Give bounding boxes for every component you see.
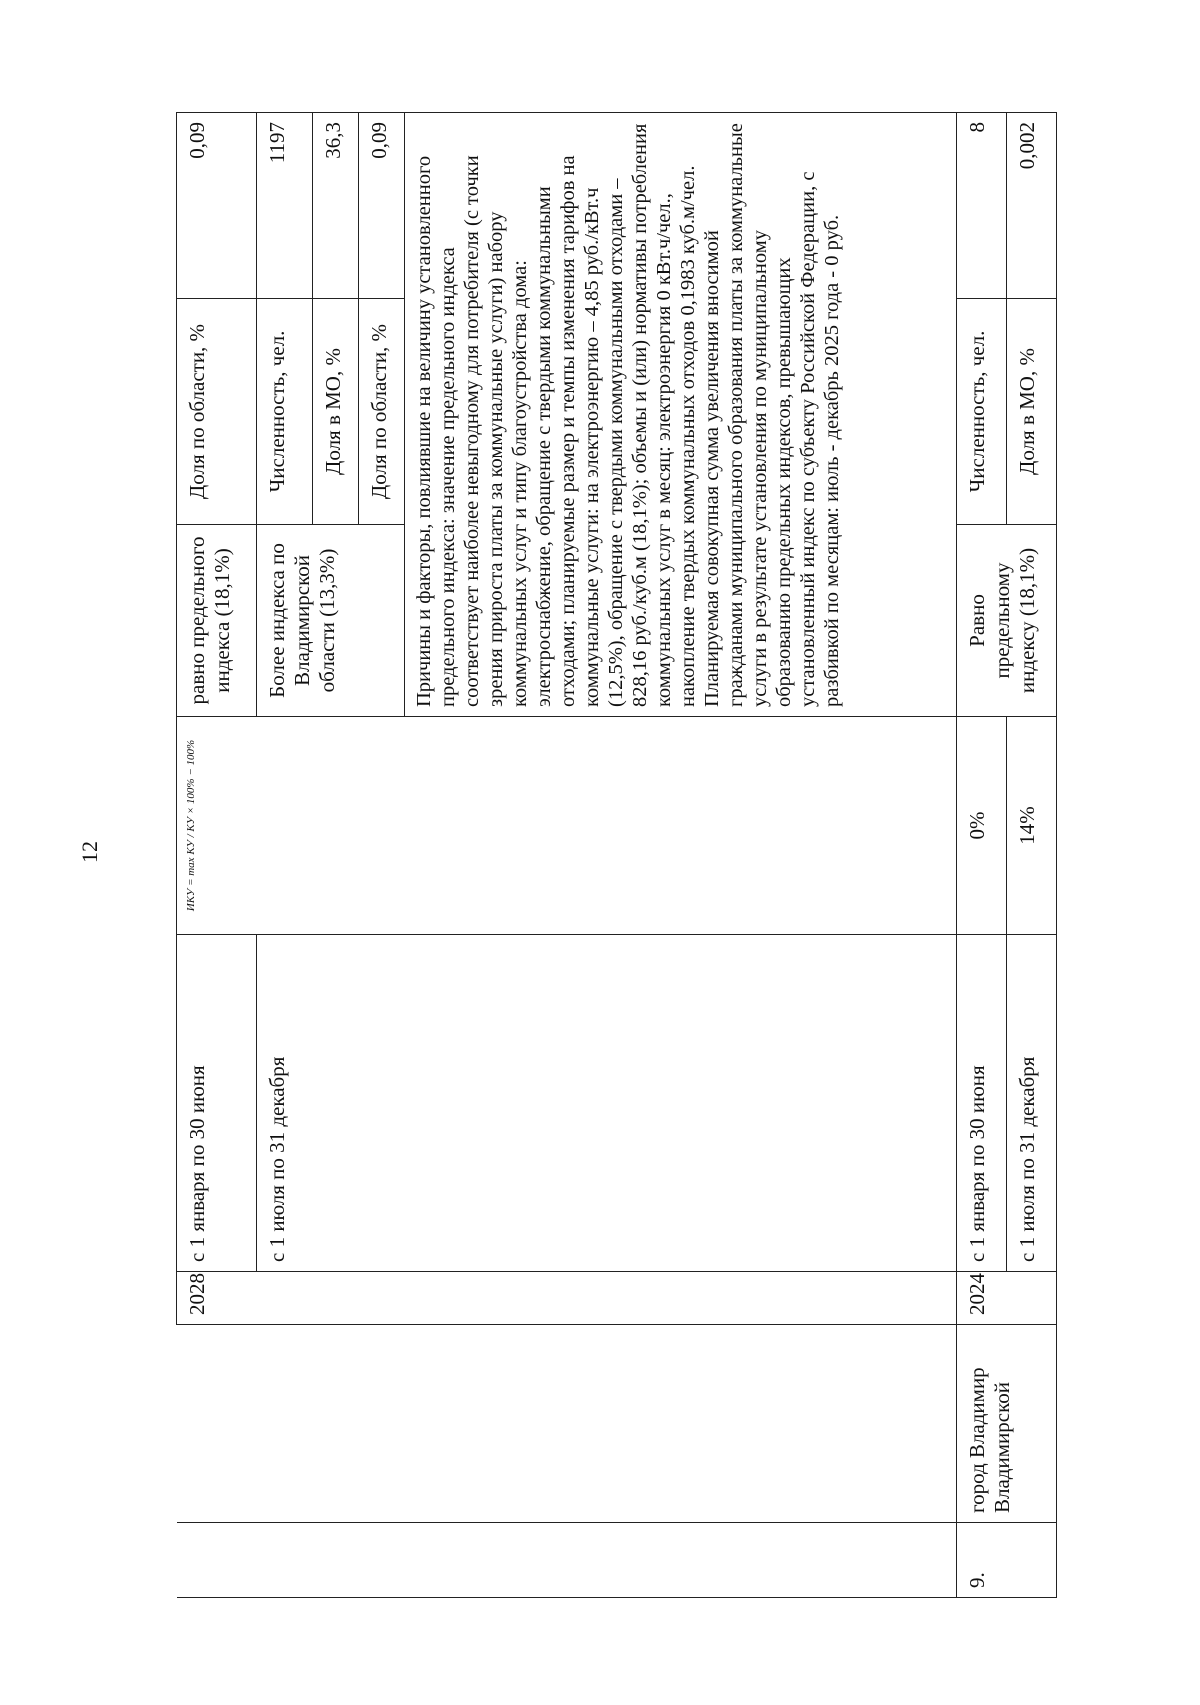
formula-text: ИКУ = max КУ / КУ × 100% − 100%	[185, 739, 197, 912]
rotated-table-container	[176, 113, 1056, 1598]
cell-period-2028-h2: с 1 июля по 31 декабря	[257, 935, 405, 1272]
cell-period-2024-h2: с 1 июля по 31 декабря	[1007, 935, 1057, 1272]
cell-mo-share-label-9: Доля в МО, %	[1007, 299, 1057, 525]
cell-number-empty	[177, 1523, 957, 1598]
cell-oblast-share-label-2: Доля по области, %	[359, 299, 405, 525]
cell-oblast-share-value: 0,09	[177, 113, 257, 299]
page-number: 12	[77, 841, 102, 863]
cell-row-municipality: город Владимир Владимирской	[957, 1325, 1057, 1523]
cell-population-label-9: Численность, чел.	[957, 299, 1007, 525]
cell-mo-share-label: Доля в МО, %	[313, 299, 359, 525]
cell-population-value: 1197	[257, 113, 313, 299]
cell-index-2024-h1: 0%	[957, 717, 1007, 935]
factors-text: Причины и факторы, повлиявшие на величину установленного предельного индекса: значение предельного индекса соответствует наиболее невыгодному для потребителя (с точки зрения прироста платы за коммунальные услуги) набору коммунальных услуг и типу благоустройства дома: электроснабжение, обращение с твердыми коммунальными отходами; планируемые размер и темпы изменения тарифов на коммунальные услуги: на электроэнергию – 4,85 руб./кВт.ч (12,5%), обращение с твердыми коммунальными отходами – 828,16 руб./куб.м (18,1%); объемы и (или) нормативы потребления коммунальных услуг в месяц: электроэнергия 0 кВт.ч/чел., накопление твердых коммунальных отходов 0,1983 куб.м/чел. Планируемая совокупная сумма увеличения вносимой гражданами муниципального образования платы за коммунальные услуги в результате установления по муниципальному образованию предельных индексов, превышающих установленный индекс по субъекту Российской Федерации, с разбивкой по месяцам: июль - декабрь 2025 года - 0 руб.	[405, 113, 957, 717]
cell-oblast-share-label: Доля по области, %	[177, 299, 257, 525]
table-row-9-h1	[957, 113, 1007, 1598]
cell-year-2024: 2024	[957, 1272, 1057, 1325]
cell-row-number: 9.	[957, 1523, 1057, 1598]
cell-mo-share-value: 36,3	[313, 113, 359, 299]
index-table	[176, 112, 1057, 1598]
cell-mo-share-value-9: 0,002	[1007, 113, 1057, 299]
cell-period-2024-h1: с 1 января по 30 июня	[957, 935, 1007, 1272]
table-row-2028-h1	[177, 113, 257, 1598]
cell-period-empty	[405, 935, 957, 1272]
cell-oblast-share-value-2: 0,09	[359, 113, 405, 299]
cell-population-value-9: 8	[957, 113, 1007, 299]
cell-comparison-2028-2: Более индекса по Владимирской области (13,3%)	[257, 525, 405, 717]
cell-municipality-empty	[177, 1325, 957, 1523]
cell-period-2028-h1: с 1 января по 30 июня	[177, 935, 257, 1272]
cell-year-2028: 2028	[177, 1272, 957, 1325]
cell-comparison-2024: Равно предельному индексу (18,1%)	[957, 525, 1057, 717]
cell-index-2024-h2: 14%	[1007, 717, 1057, 935]
cell-formula	[177, 717, 957, 935]
cell-comparison-2028-1: равно предельного индекса (18,1%)	[177, 525, 257, 717]
cell-population-label: Численность, чел.	[257, 299, 313, 525]
